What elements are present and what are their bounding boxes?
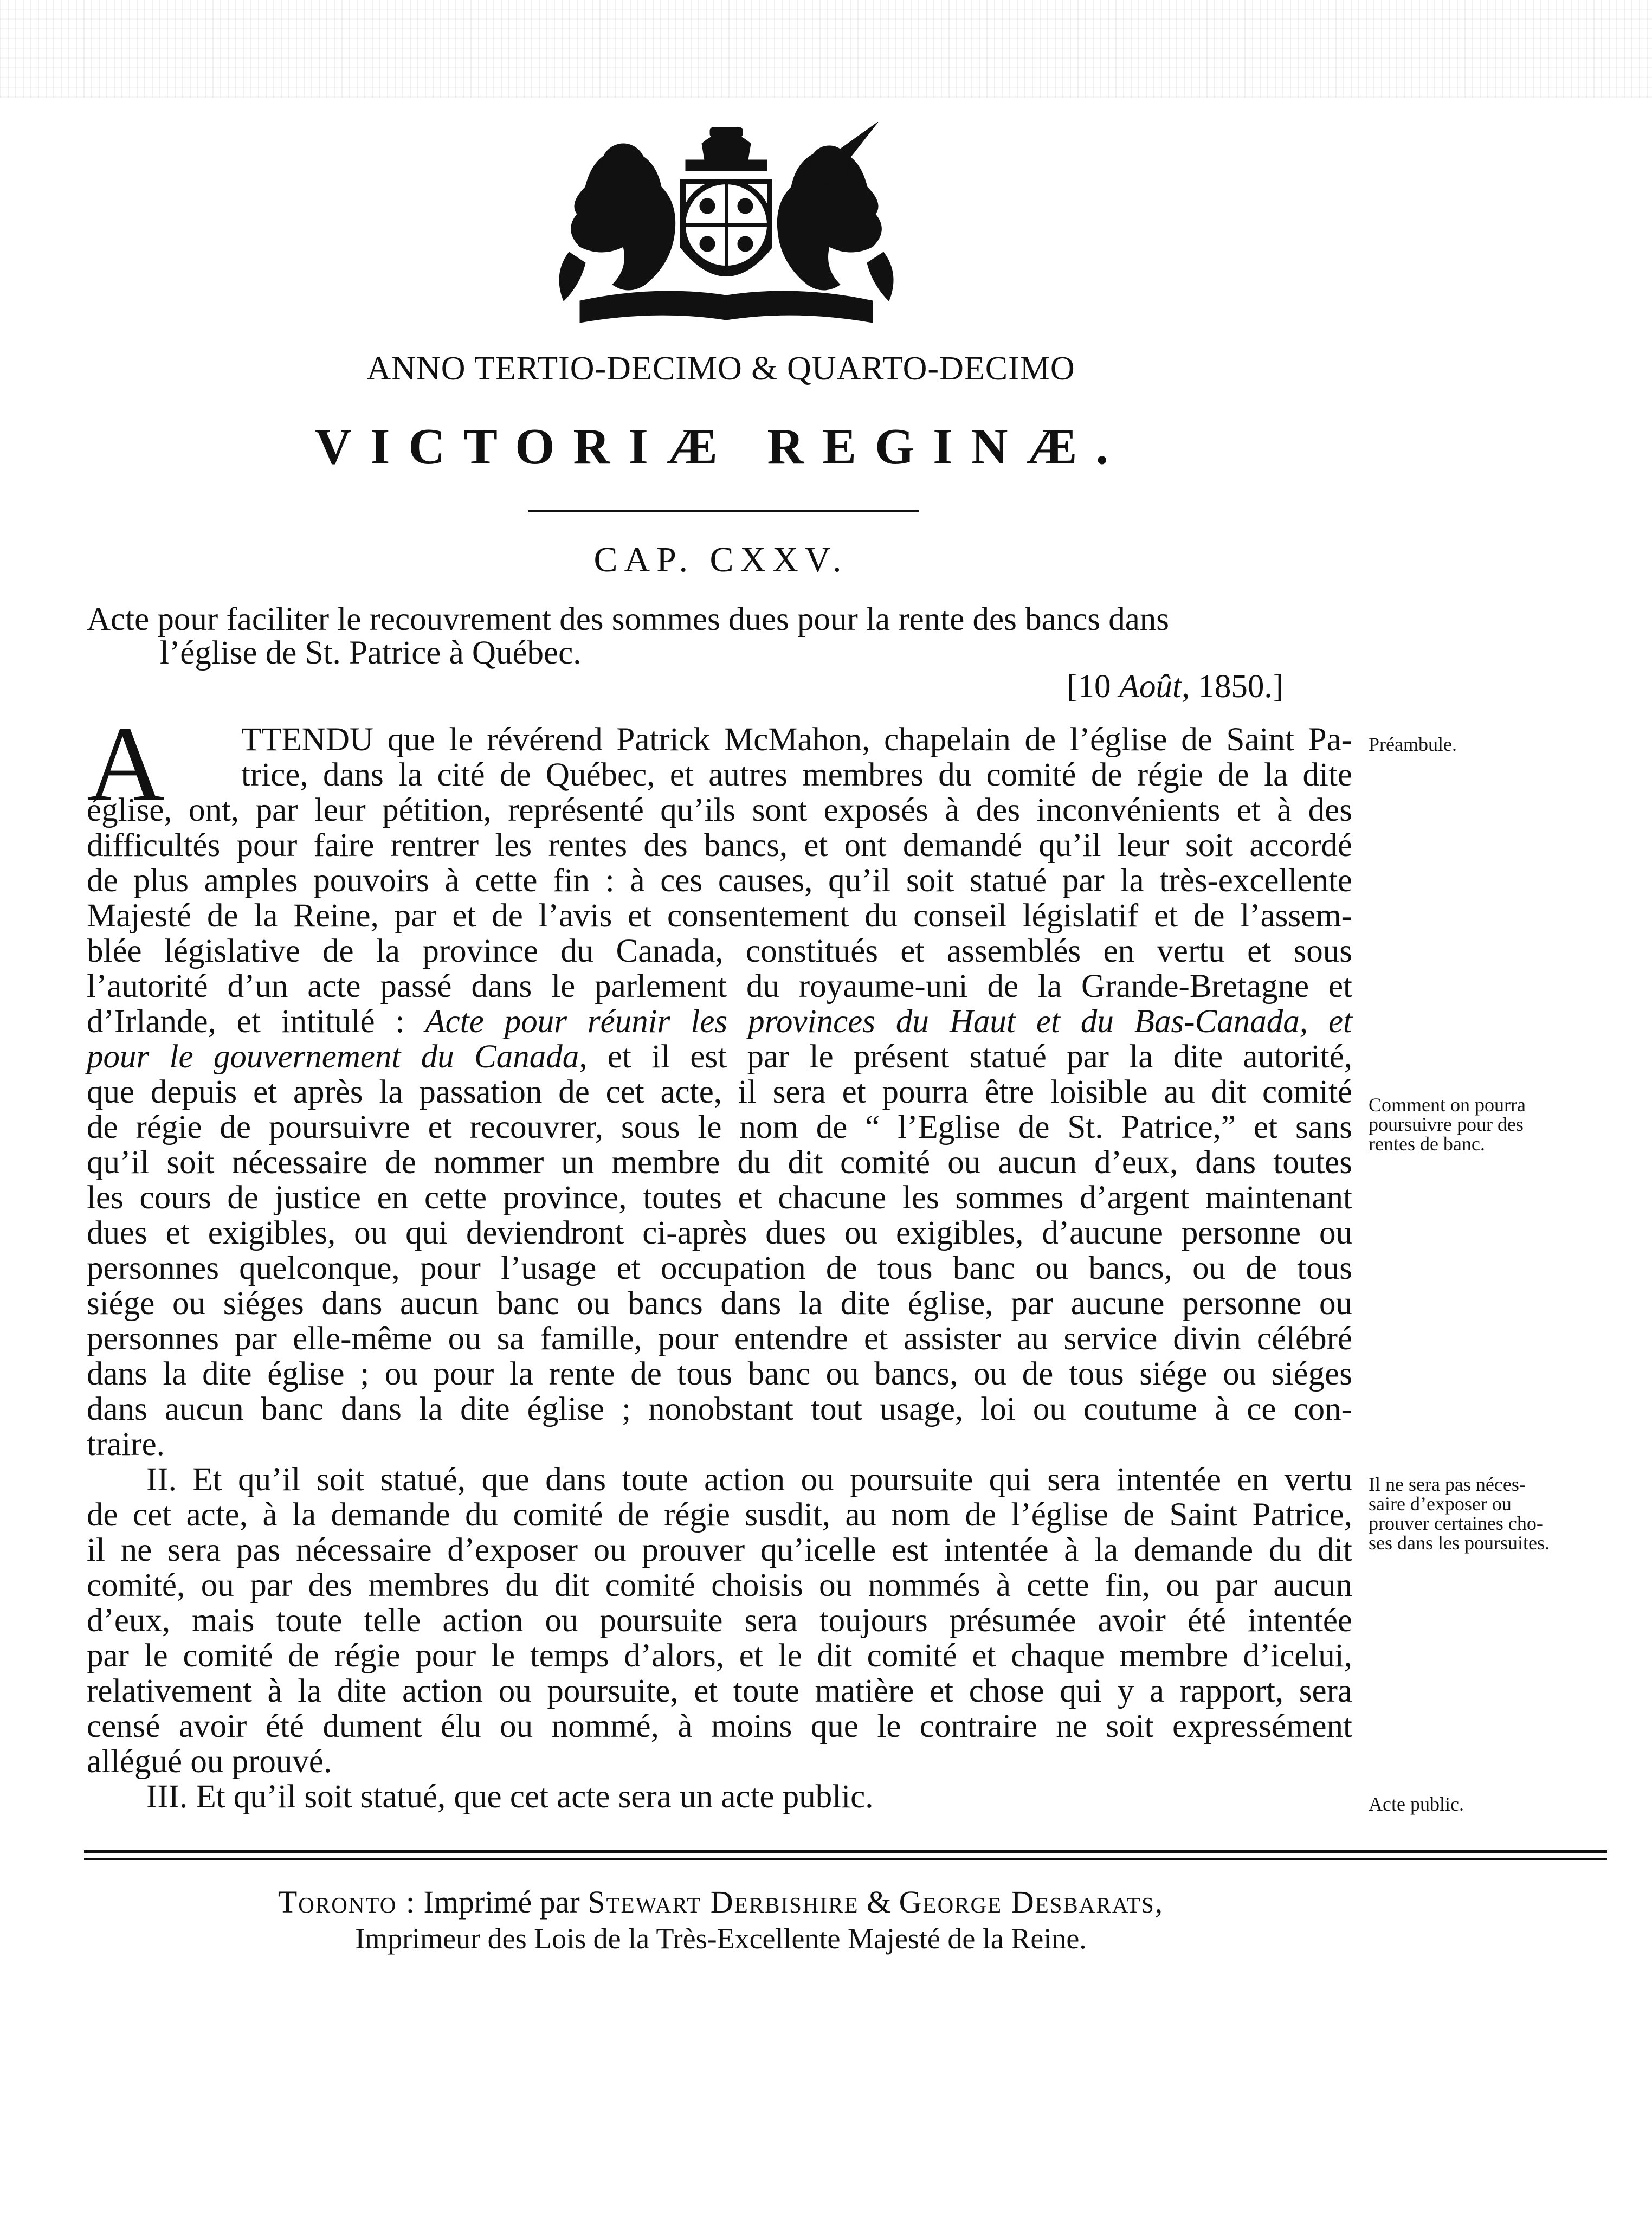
printer-name: Stewart Derbishire	[588, 1884, 859, 1920]
body-line: d’eux, mais toute telle action ou poursuite sera toujours présumée avoir été intentée	[87, 1602, 1352, 1639]
margin-note-line: saire d’exposer ou	[1369, 1493, 1512, 1515]
margin-note-acte-public: Acte public.	[1369, 1793, 1464, 1815]
regnal-year-heading: ANNO TERTIO-DECIMO & QUARTO-DECIMO	[366, 350, 1075, 387]
body-line: dans la dite église ; ou pour la rente de tous banc ou bancs, ou de tous siége ou siéges	[87, 1356, 1352, 1392]
body-line	[87, 1038, 1352, 1076]
margin-note-line: rentes de banc.	[1369, 1133, 1485, 1155]
body-text: et il est par le présent statué par la dite autorité,	[587, 1039, 1352, 1075]
section-iii-line: III. Et qu’il soit statué, que cet acte sera un acte public.	[146, 1779, 874, 1815]
body-line: par le comité de régie pour le temps d’alors, et le dit comité et chaque membre d’icelui,	[87, 1638, 1352, 1674]
drop-cap: A	[87, 704, 165, 824]
printer-amp: &	[859, 1884, 899, 1920]
body-line: blée législative de la province du Canada, constitués et assemblés en vertu et sous	[87, 933, 1352, 969]
body-line: relativement à la dite action ou poursuite, et toute matière et chose qui y a rapport, sera	[87, 1673, 1352, 1709]
margin-note-line: poursuivre pour des	[1369, 1113, 1524, 1135]
body-line: de plus amples pouvoirs à cette fin : à ces causes, qu’il soit statué par la très-excellente	[87, 862, 1352, 899]
body-line: l’autorité d’un acte passé dans le parlement du royaume-uni de la Grande-Bretagne et	[87, 968, 1352, 1005]
margin-note-line: prouver certaines cho-	[1369, 1512, 1543, 1534]
body-line: église, ont, par leur pétition, représenté qu’ils sont exposés à des inconvénients et à des	[87, 792, 1352, 828]
cited-act-title: pour le gouvernement du Canada,	[87, 1039, 588, 1075]
footer-rule	[84, 1858, 1607, 1860]
cited-act-title: Acte pour réunir les provinces du Haut et du Bas-Canada, et	[425, 1003, 1352, 1040]
body-line: Majesté de la Reine, par et de l’avis et consentement du conseil législatif et de l’assem-	[87, 898, 1352, 934]
printer-name: George Desbarats,	[899, 1884, 1164, 1920]
margin-note-ne-sera	[1369, 1475, 1550, 1553]
scan-noise	[0, 0, 1652, 98]
act-title-line: l’église de St. Patrice à Québec.	[160, 635, 582, 671]
margin-note-line: ses dans les poursuites.	[1369, 1532, 1550, 1554]
body-line: allégué ou prouvé.	[87, 1743, 332, 1780]
printer-city: Toronto :	[278, 1884, 416, 1920]
act-title-line: Acte pour faciliter le recouvrement des sommes dues pour la rente des bancs dans	[87, 601, 1170, 638]
printer-text: Imprimé par	[415, 1884, 588, 1920]
royal-coat-of-arms	[547, 122, 905, 333]
sovereign-heading: VICTORIÆ REGINÆ.	[314, 419, 1127, 475]
body-line: que depuis et après la passation de cet acte, il sera et pourra être loisible au dit comité	[87, 1074, 1352, 1110]
margin-note-preambule: Préambule.	[1369, 733, 1457, 755]
section-ii-line: II. Et qu’il soit statué, que dans toute action ou poursuite qui sera intentée en vertu	[146, 1462, 1352, 1498]
body-line: comité, ou par des membres du dit comité choisis ou nommés à cette fin, ou par aucun	[87, 1567, 1352, 1604]
chapter-number: CAP. CXXV.	[593, 540, 848, 580]
margin-note-line: Il ne sera pas néces-	[1369, 1473, 1526, 1495]
margin-note-comment	[1369, 1095, 1526, 1154]
printer-title: Imprimeur des Lois de la Très-Excellente Majesté de la Reine.	[355, 1922, 1087, 1955]
body-line: de cet acte, à la demande du comité de régie susdit, au nom de l’église de Saint Patrice,	[87, 1497, 1352, 1533]
footer-rule	[84, 1850, 1607, 1853]
body-line: censé avoir été dument élu ou nommé, à moins que le contraire ne soit expressément	[87, 1708, 1352, 1744]
body-line: dues et exigibles, ou qui deviendront ci-après dues ou exigibles, d’aucune personne ou	[87, 1215, 1352, 1251]
heading-divider	[528, 510, 919, 512]
body-line: siége ou siéges dans aucun banc ou bancs dans la dite église, par aucune personne ou	[87, 1285, 1352, 1322]
body-text: d’Irlande, et intitulé :	[87, 1003, 405, 1040]
body-line: difficultés pour faire rentrer les rentes des bancs, et ont demandé qu’il leur soit accordé	[87, 827, 1352, 864]
assent-date	[1067, 668, 1283, 706]
body-line: les cours de justice en cette province, toutes et chacune les sommes d’argent maintenant	[87, 1180, 1352, 1216]
body-line: trice, dans la cité de Québec, et autres membres du comité de régie de la dite	[241, 757, 1352, 793]
margin-note-line: Comment on pourra	[1369, 1094, 1526, 1116]
body-line: qu’il soit nécessaire de nommer un membre du dit comité ou aucun d’eux, dans toutes	[87, 1144, 1352, 1181]
body-line: traire.	[87, 1426, 165, 1463]
date-month: Août,	[1119, 668, 1190, 705]
body-line: de régie de poursuivre et recouvrer, sous le nom de “ l’Eglise de St. Patrice,” et sans	[87, 1109, 1352, 1145]
body-line: dans aucun banc dans la dite église ; nonobstant tout usage, loi ou coutume à ce con-	[87, 1391, 1352, 1427]
date-open: [10	[1067, 668, 1119, 705]
body-line: personnes quelconque, pour l’usage et occupation de tous banc ou bancs, ou de tous	[87, 1250, 1352, 1286]
body-line	[87, 1003, 1352, 1041]
body-line: TTENDU que le révérend Patrick McMahon, chapelain de l’église de Saint Pa-	[241, 722, 1352, 758]
printer-line	[0, 1884, 1442, 1920]
date-close: 1850.]	[1190, 668, 1283, 705]
body-line: personnes par elle-même ou sa famille, pour entendre et assister au service divin célébré	[87, 1321, 1352, 1357]
body-line: il ne sera pas nécessaire d’exposer ou prouver qu’icelle est intentée à la demande du dit	[87, 1532, 1352, 1568]
